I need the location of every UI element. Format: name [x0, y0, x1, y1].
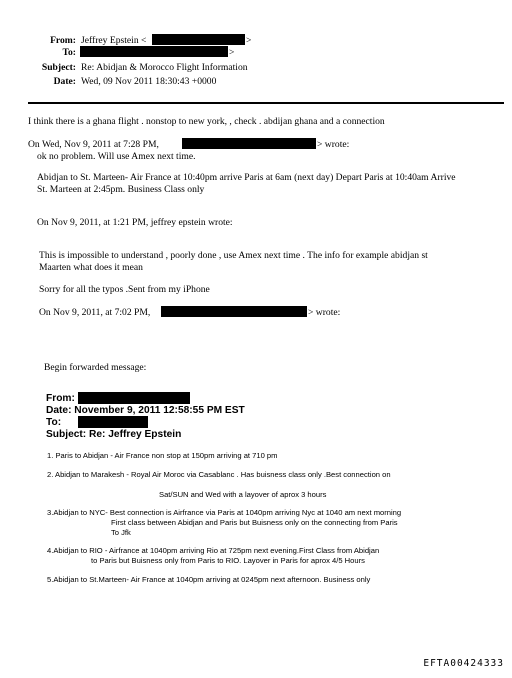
quote1-wrote: > wrote:: [317, 139, 350, 150]
body-line-1: I think there is a ghana flight . nonstop to new york, , check . abdijan ghana and a connection: [28, 116, 385, 127]
fw-to-label: To:: [46, 417, 62, 428]
redaction-to: [80, 46, 228, 57]
bates-number: EFTA00424333: [423, 658, 504, 669]
fw-date-line: Date: November 9, 2011 12:58:55 PM EST: [46, 405, 245, 416]
fw-item-5: 5.Abidjan to St.Marteen- Air France at 1040pm arriving at 0245pm next afternoon. Business only: [47, 575, 371, 584]
fw-item-1: 1. Paris to Abidjan - Air France non stop at 150pm arriving at 710 pm: [47, 451, 278, 460]
fw-item-4: 4.Abidjan to RIO - Airfrance at 1040pm arriving Rio at 725pm next evening.First Class from Abidjan: [47, 546, 380, 555]
quote1-line: ok no problem. Will use Amex next time.: [37, 151, 196, 162]
fw-item-3-cont-2: To Jfk: [111, 528, 131, 537]
redaction-fw-from: [78, 392, 190, 404]
redaction-quote3-sender: [161, 306, 307, 317]
quote1-paragraph-line-2: St. Marteen at 2:45pm. Business Class only: [37, 184, 205, 195]
quote1-paragraph-line-1: Abidjan to St. Marteen- Air France at 10:40pm arrive Paris at 6am (next day) Depart Paris at 10:40am Arrive: [37, 172, 456, 183]
redaction-fw-to: [78, 416, 148, 428]
redaction-from-email: [152, 34, 245, 45]
quote2-paragraph-line-3: Sorry for all the typos .Sent from my iPhone: [39, 284, 210, 295]
from-value: Jeffrey Epstein <: [81, 35, 147, 46]
fw-item-3-cont-1: First class between Abidjan and Paris but Buisness only on the connecting from Paris: [111, 518, 398, 527]
to-label: To:: [62, 47, 76, 58]
quote1-intro: On Wed, Nov 9, 2011 at 7:28 PM,: [28, 139, 159, 150]
fw-item-3: 3.Abidjan to NYC- Best connection is Airfrance via Paris at 1040pm arriving Nyc at 1040 am next morning: [47, 508, 402, 517]
fw-item-2: 2. Abidjan to Marakesh - Royal Air Moroc via Casablanc . Has buisness class only .Best connection on: [47, 470, 391, 479]
redaction-quote1-sender: [182, 138, 316, 149]
header-divider: [28, 102, 504, 104]
quote2-paragraph-line-2: Maarten what does it mean: [39, 262, 143, 273]
fw-item-4-cont: to Paris but Buisness only from Paris to RIO. Layover in Paris for aprox 4/5 Hours: [91, 556, 365, 565]
date-label: Date:: [53, 76, 76, 87]
fw-from-label: From:: [46, 393, 75, 404]
from-tail: >: [246, 35, 252, 46]
fw-subject-line: Subject: Re: Jeffrey Epstein: [46, 429, 182, 440]
date-value: Wed, 09 Nov 2011 18:30:43 +0000: [81, 76, 217, 87]
from-label: From:: [50, 35, 76, 46]
fw-item-2-cont: Sat/SUN and Wed with a layover of aprox 3 hours: [159, 490, 327, 499]
subject-value: Re: Abidjan & Morocco Flight Information: [81, 62, 248, 73]
subject-label: Subject:: [41, 62, 76, 73]
quote3-wrote: > wrote:: [308, 307, 341, 318]
quote2-paragraph-line-1: This is impossible to understand , poorly done , use Amex next time . The info for example abidjan st: [39, 250, 428, 261]
quote3-intro: On Nov 9, 2011, at 7:02 PM,: [39, 307, 151, 318]
quote2-intro: On Nov 9, 2011, at 1:21 PM, jeffrey epstein wrote:: [37, 217, 233, 228]
to-tail: >: [229, 47, 235, 58]
forward-label: Begin forwarded message:: [44, 362, 147, 373]
